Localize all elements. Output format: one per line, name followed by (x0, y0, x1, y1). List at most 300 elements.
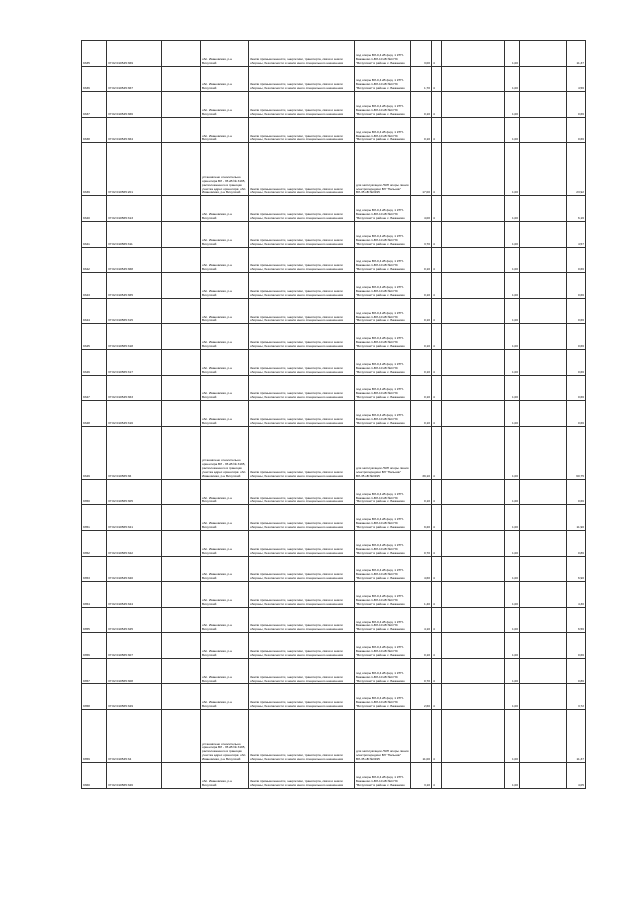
area-value: 3,70 (411, 221, 432, 247)
row-number: 9354 (82, 582, 107, 608)
coefficient-value: 1,00 (505, 41, 520, 67)
unit-code: 4 (432, 684, 442, 710)
empty-cell (162, 633, 201, 659)
permitted-use: под опоры ВЛ-0,4 кВ фид. 1 КТП-Бажаново 1-ВЛ-10 кВ №4 ПС "Вичугская" в районе с. Бажаново (355, 505, 411, 531)
total-value: 4,30 (567, 582, 586, 608)
permitted-use: под опоры ВЛ-0,4 кВ фид. 1 КТП-Бажаново 1-ВЛ-10 кВ №4 ПС "Вичугская" в районе с. Бажаново (355, 684, 411, 710)
area-value: 4,10 (411, 607, 432, 633)
empty-cell (442, 298, 505, 324)
land-category: Земли промышленности, энергетики, транспорта, связи и земли обороны, безопасности и земли иного специального назначения (249, 658, 355, 684)
total-value: 0,66 (567, 375, 586, 401)
row-number: 9343 (82, 273, 107, 299)
empty-cell (162, 530, 201, 556)
location: обл. Ивановская, р-н Вичугский (201, 221, 249, 247)
total-value: 0,66 (567, 324, 586, 350)
table-row (82, 607, 586, 633)
land-category: Земли промышленности, энергетики, транспорта, связи и земли обороны, безопасности и земли иного специального назначения (249, 66, 355, 92)
location: обл. Ивановская, р-н Вичугский (201, 247, 249, 273)
cadastral-number: 37:02:010545:325 (107, 607, 162, 633)
row-number: 9348 (82, 401, 107, 427)
permitted-use: под опоры ВЛ-0,4 кВ фид. 1 КТП-Бажаново 1-ВЛ-10 кВ №4 ПС "Вичугская" в районе с. Бажаново (355, 479, 411, 505)
empty-cell (442, 247, 505, 273)
row-number: 9346 (82, 349, 107, 375)
empty-cell (520, 117, 567, 143)
coefficient-value: 1,00 (505, 684, 520, 710)
land-category: Земли промышленности, энергетики, транспорта, связи и земли обороны, безопасности и земли иного специального назначения (249, 479, 355, 505)
table-row (82, 92, 586, 118)
unit-code: 4 (432, 658, 442, 684)
table-row (82, 479, 586, 505)
land-category: Земли промышленности, энергетики, транспорта, связи и земли обороны, безопасности и земли иного специального назначения (249, 582, 355, 608)
land-plot-table (81, 40, 586, 789)
row-number: 9345 (82, 324, 107, 350)
table-row (82, 247, 586, 273)
empty-cell (442, 633, 505, 659)
coefficient-value: 1,00 (505, 273, 520, 299)
empty-cell (162, 505, 201, 531)
total-value: 4,56 (567, 66, 586, 92)
empty-cell (162, 41, 201, 67)
empty-cell (442, 763, 505, 789)
table-row (82, 505, 586, 531)
area-value: 0,10 (411, 298, 432, 324)
permitted-use: под опоры ВЛ-0,4 кВ фид. 1 КТП-Бажаново 1-ВЛ-10 кВ №4 ПС "Вичугская" в районе с. Бажаново (355, 298, 411, 324)
total-value: 0,66 (567, 479, 586, 505)
cadastral-number: 37:02:010565:36 (107, 426, 162, 479)
total-value: 3,72 (567, 684, 586, 710)
empty-cell (520, 247, 567, 273)
empty-cell (520, 298, 567, 324)
empty-cell (520, 582, 567, 608)
table-row (82, 401, 586, 427)
coefficient-value: 1,00 (505, 117, 520, 143)
empty-cell (442, 658, 505, 684)
empty-cell (520, 196, 567, 222)
table-row (82, 582, 586, 608)
cadastral-number: 37:02:010545:366 (107, 92, 162, 118)
cadastral-number: 37:02:010545:34 (107, 710, 162, 763)
area-value: 39,10 (411, 426, 432, 479)
row-number: 9339 (82, 143, 107, 196)
permitted-use: под опоры ВЛ-0,4 кВ фид. 1 КТП-Бажаново 1-ВЛ-10 кВ №4 ПС "Вичугская" в районе с. Бажаново (355, 117, 411, 143)
empty-cell (520, 66, 567, 92)
row-number: 9340 (82, 196, 107, 222)
coefficient-value: 1,00 (505, 247, 520, 273)
area-value: 2,60 (411, 684, 432, 710)
empty-cell (520, 375, 567, 401)
empty-cell (442, 505, 505, 531)
location: обл. Ивановская, р-н Вичугский (201, 658, 249, 684)
empty-cell (162, 607, 201, 633)
empty-cell (162, 273, 201, 299)
unit-code: 4 (432, 479, 442, 505)
total-value: 6,16 (567, 196, 586, 222)
area-value: 0,10 (411, 401, 432, 427)
unit-code: 4 (432, 143, 442, 196)
permitted-use: под опоры ВЛ-0,4 кВ фид. 1 КТП-Бажаново 1-ВЛ-10 кВ №4 ПС "Вичугская" в районе с. Бажаново (355, 530, 411, 556)
location: обл. Ивановская, р-н Вичугский (201, 763, 249, 789)
coefficient-value: 1,00 (505, 710, 520, 763)
area-value: 3,00 (411, 41, 432, 67)
row-number: 9351 (82, 505, 107, 531)
permitted-use: под опоры ВЛ-0,4 кВ фид. 1 КТП-Бажаново 1-ВЛ-10 кВ №4 ПС "Вичугская" в районе с. Бажаново (355, 41, 411, 67)
table-row (82, 658, 586, 684)
cadastral-number: 37:02:010565:326 (107, 763, 162, 789)
land-category: Земли промышленности, энергетики, транспорта, связи и земли обороны, безопасности и земли иного специального назначения (249, 401, 355, 427)
empty-cell (162, 247, 201, 273)
total-value: 11,90 (567, 505, 586, 531)
row-number: 9336 (82, 66, 107, 92)
total-value: 0,66 (567, 633, 586, 659)
table-row (82, 349, 586, 375)
unit-code: 4 (432, 710, 442, 763)
empty-cell (520, 143, 567, 196)
area-value: 0,10 (411, 92, 432, 118)
location: установлено относительно ориентира ВЛ - 35 кВ № 3195, расположенного в границах участка адрес ориентира: обл. Ивановская, р-н Вичугский (201, 710, 249, 763)
land-category: Земли промышленности, энергетики, транспорта, связи и земли обороны, безопасности и земли иного специального назначения (249, 298, 355, 324)
empty-cell (520, 684, 567, 710)
empty-cell (520, 658, 567, 684)
total-value: 0,86 (567, 530, 586, 556)
cadastral-number: 37:02:010545:364 (107, 117, 162, 143)
land-category: Земли промышленности, энергетики, транспорта, связи и земли обороны, безопасности и земли иного специального назначения (249, 426, 355, 479)
empty-cell (442, 426, 505, 479)
empty-cell (520, 505, 567, 531)
location: обл. Ивановская, р-н Вичугский (201, 633, 249, 659)
coefficient-value: 1,00 (505, 607, 520, 633)
unit-code: 4 (432, 556, 442, 582)
location: обл. Ивановская, р-н Вичугский (201, 530, 249, 556)
unit-code: 4 (432, 582, 442, 608)
empty-cell (520, 92, 567, 118)
unit-code: 4 (432, 196, 442, 222)
permitted-use: под опоры ВЛ-0,4 кВ фид. 1 КТП-Бажаново 1-ВЛ-10 кВ №4 ПС "Вичугская" в районе с. Бажаново (355, 658, 411, 684)
total-value: 11,37 (567, 41, 586, 67)
area-value: 9,20 (411, 505, 432, 531)
empty-cell (520, 530, 567, 556)
area-value: 0,10 (411, 247, 432, 273)
coefficient-value: 1,00 (505, 66, 520, 92)
permitted-use: для эксплуатации ЛЭП опоры линии электропередачи ВЛ "Пальник" ВЛ-35 кВ №3195 (355, 710, 411, 763)
land-category: Земли промышленности, энергетики, транспорта, связи и земли обороны, безопасности и земли иного специального назначения (249, 247, 355, 273)
cadastral-number: 37:02:010565:308 (107, 658, 162, 684)
row-number: 9342 (82, 247, 107, 273)
empty-cell (442, 66, 505, 92)
empty-cell (442, 582, 505, 608)
empty-cell (442, 92, 505, 118)
total-value: 4,57 (567, 221, 586, 247)
row-number: 9341 (82, 221, 107, 247)
table-row (82, 556, 586, 582)
permitted-use: под опоры ВЛ-0,4 кВ фид. 1 КТП-Бажаново 1-ВЛ-10 кВ №4 ПС "Вичугская" в районе с. Бажаново (355, 66, 411, 92)
location: установлено относительно ориентира ВЛ - 35 кВ № 3195, расположенного в границах участка адрес ориентира: обл. Ивановская, р-н Вичугский (201, 143, 249, 196)
coefficient-value: 1,00 (505, 324, 520, 350)
table-row (82, 684, 586, 710)
location: обл. Ивановская, р-н Вичугский (201, 298, 249, 324)
cadastral-number: 37:02:010565:329 (107, 684, 162, 710)
coefficient-value: 1,00 (505, 763, 520, 789)
unit-code: 4 (432, 247, 442, 273)
location: обл. Ивановская, р-н Вичугский (201, 92, 249, 118)
empty-cell (442, 41, 505, 67)
total-value: 11,37 (567, 710, 586, 763)
empty-cell (162, 349, 201, 375)
empty-cell (442, 273, 505, 299)
unit-code: 4 (432, 401, 442, 427)
empty-cell (162, 66, 201, 92)
total-value: 4,05 (567, 763, 586, 789)
land-category: Земли промышленности, энергетики, транспорта, связи и земли обороны, безопасности и земли иного специального назначения (249, 530, 355, 556)
empty-cell (162, 426, 201, 479)
location: обл. Ивановская, р-н Вичугский (201, 41, 249, 67)
coefficient-value: 1,00 (505, 221, 520, 247)
land-category: Земли промышленности, энергетики, транспорта, связи и земли обороны, безопасности и земли иного специального назначения (249, 196, 355, 222)
coefficient-value: 1,00 (505, 143, 520, 196)
empty-cell (162, 582, 201, 608)
unit-code: 4 (432, 41, 442, 67)
total-value: 0,66 (567, 117, 586, 143)
empty-cell (442, 349, 505, 375)
cadastral-number: 37:02:010545:365 (107, 273, 162, 299)
empty-cell (442, 117, 505, 143)
location: установлено относительно ориентира ВЛ - 35 кВ № 3195, расположенного в границах участка адрес ориентира: обл. Ивановская, р-н Вичугский (201, 426, 249, 479)
land-category: Земли промышленности, энергетики, транспорта, связи и земли обороны, безопасности и земли иного специального назначения (249, 221, 355, 247)
empty-cell (442, 401, 505, 427)
unit-code: 4 (432, 66, 442, 92)
empty-cell (520, 633, 567, 659)
location: обл. Ивановская, р-н Вичугский (201, 375, 249, 401)
cadastral-number: 37:02:010545:363 (107, 375, 162, 401)
land-plot-table-body (82, 41, 586, 789)
row-number: 9356 (82, 633, 107, 659)
empty-cell (162, 375, 201, 401)
coefficient-value: 1,00 (505, 375, 520, 401)
table-row (82, 426, 586, 479)
total-value: 0,66 (567, 247, 586, 273)
permitted-use: под опоры ВЛ-0,4 кВ фид. 1 КТП-Бажаново 1-ВЛ-10 кВ №4 ПС "Вичугская" в районе с. Бажаново (355, 247, 411, 273)
table-row (82, 143, 586, 196)
empty-cell (442, 221, 505, 247)
empty-cell (520, 479, 567, 505)
land-category: Земли промышленности, энергетики, транспорта, связи и земли обороны, безопасности и земли иного специального назначения (249, 375, 355, 401)
empty-cell (520, 763, 567, 789)
land-category: Земли промышленности, энергетики, транспорта, связи и земли обороны, безопасности и земли иного специального назначения (249, 324, 355, 350)
cadastral-number: 37:02:010565:322 (107, 530, 162, 556)
area-value: 17,00 (411, 143, 432, 196)
cadastral-number: 37:02:010565:321 (107, 505, 162, 531)
area-value: 3,10 (411, 763, 432, 789)
empty-cell (442, 607, 505, 633)
coefficient-value: 1,00 (505, 530, 520, 556)
permitted-use: под опоры ВЛ-0,4 кВ фид. 1 КТП-Бажаново 1-ВЛ-10 кВ №4 ПС "Вичугская" в районе с. Бажаново (355, 763, 411, 789)
empty-cell (442, 530, 505, 556)
area-value: 0,10 (411, 117, 432, 143)
location: обл. Ивановская, р-н Вичугский (201, 349, 249, 375)
location: обл. Ивановская, р-н Вичугский (201, 479, 249, 505)
cadastral-number: 37:02:010545:367 (107, 66, 162, 92)
unit-code: 4 (432, 426, 442, 479)
coefficient-value: 1,00 (505, 658, 520, 684)
coefficient-value: 1,00 (505, 92, 520, 118)
empty-cell (520, 273, 567, 299)
permitted-use: для эксплуатации ЛЭП опоры линии электропередачи ВЛ "Пальник" ВЛ-35 кВ №3195 (355, 426, 411, 479)
empty-cell (442, 556, 505, 582)
permitted-use: под опоры ВЛ-0,4 кВ фид. 1 КТП-Бажаново 1-ВЛ-10 кВ №4 ПС "Вичугская" в районе с. Бажаново (355, 582, 411, 608)
table-row (82, 710, 586, 763)
empty-cell (520, 607, 567, 633)
empty-cell (442, 375, 505, 401)
permitted-use: под опоры ВЛ-0,4 кВ фид. 1 КТП-Бажаново 1-ВЛ-10 кВ №4 ПС "Вичугская" в районе с. Бажаново (355, 375, 411, 401)
table-row (82, 66, 586, 92)
row-number: 9350 (82, 479, 107, 505)
empty-cell (162, 298, 201, 324)
area-value: 0,10 (411, 479, 432, 505)
land-category: Земли промышленности, энергетики, транспорта, связи и земли обороны, безопасности и земли иного специального назначения (249, 117, 355, 143)
empty-cell (162, 658, 201, 684)
empty-cell (520, 556, 567, 582)
land-category: Земли промышленности, энергетики, транспорта, связи и земли обороны, безопасности и земли иного специального назначения (249, 505, 355, 531)
cadastral-number: 37:02:010545:368 (107, 247, 162, 273)
empty-cell (520, 221, 567, 247)
permitted-use: под опоры ВЛ-0,4 кВ фид. 1 КТП-Бажаново 1-ВЛ-10 кВ №4 ПС "Вичугская" в районе с. Бажаново (355, 221, 411, 247)
unit-code: 4 (432, 324, 442, 350)
location: обл. Ивановская, р-н Вичугский (201, 273, 249, 299)
land-category: Земли промышленности, энергетики, транспорта, связи и земли обороны, безопасности и земли иного специального назначения (249, 92, 355, 118)
total-value: 6,90 (567, 556, 586, 582)
coefficient-value: 1,00 (505, 505, 520, 531)
cadastral-number: 37:02:010565:317 (107, 349, 162, 375)
coefficient-value: 1,00 (505, 556, 520, 582)
land-category: Земли промышленности, энергетики, транспорта, связи и земли обороны, безопасности и земли иного специального назначения (249, 710, 355, 763)
area-value: 0,70 (411, 658, 432, 684)
cadastral-number: 37:02:010545:316 (107, 401, 162, 427)
coefficient-value: 1,00 (505, 479, 520, 505)
unit-code: 4 (432, 92, 442, 118)
row-number: 9355 (82, 607, 107, 633)
cadastral-number: 37:02:010545:324 (107, 582, 162, 608)
empty-cell (520, 349, 567, 375)
row-number: 9338 (82, 117, 107, 143)
permitted-use: под опоры ВЛ-0,4 кВ фид. 1 КТП-Бажаново 1-ВЛ-10 кВ №4 ПС "Вичугская" в районе с. Бажаново (355, 556, 411, 582)
row-number: 9347 (82, 375, 107, 401)
location: обл. Ивановская, р-н Вичугский (201, 505, 249, 531)
land-category: Земли промышленности, энергетики, транспорта, связи и земли обороны, безопасности и земли иного специального назначения (249, 143, 355, 196)
land-category: Земли промышленности, энергетики, транспорта, связи и земли обороны, безопасности и земли иного специального назначения (249, 684, 355, 710)
permitted-use: под опоры ВЛ-0,4 кВ фид. 1 КТП-Бажаново 1-ВЛ-10 кВ №4 ПС "Вичугская" в районе с. Бажаново (355, 607, 411, 633)
row-number: 9335 (82, 41, 107, 67)
area-value: 4,00 (411, 196, 432, 222)
table-row (82, 375, 586, 401)
total-value: 0,86 (567, 658, 586, 684)
unit-code: 4 (432, 763, 442, 789)
total-value: 0,66 (567, 298, 586, 324)
coefficient-value: 1,00 (505, 582, 520, 608)
row-number: 9352 (82, 530, 107, 556)
row-number: 9349 (82, 426, 107, 479)
unit-code: 4 (432, 505, 442, 531)
coefficient-value: 1,00 (505, 196, 520, 222)
row-number: 9359 (82, 710, 107, 763)
empty-cell (442, 143, 505, 196)
empty-cell (442, 479, 505, 505)
total-value: 0,66 (567, 273, 586, 299)
area-value: 1,70 (411, 66, 432, 92)
location: обл. Ивановская, р-н Вичугский (201, 66, 249, 92)
land-category: Земли промышленности, энергетики, транспорта, связи и земли обороны, безопасности и земли иного специального назначения (249, 763, 355, 789)
total-value: 0,66 (567, 401, 586, 427)
permitted-use: под опоры ВЛ-0,4 кВ фид. 1 КТП-Бажаново 1-ВЛ-10 кВ №4 ПС "Вичугская" в районе с. Бажаново (355, 273, 411, 299)
coefficient-value: 1,00 (505, 426, 520, 479)
location: обл. Ивановская, р-н Вичугский (201, 196, 249, 222)
empty-cell (162, 710, 201, 763)
empty-cell (442, 324, 505, 350)
row-number: 9344 (82, 298, 107, 324)
row-number: 9360 (82, 763, 107, 789)
table-row (82, 41, 586, 67)
total-value: 0,66 (567, 349, 586, 375)
table-row (82, 298, 586, 324)
table-row (82, 117, 586, 143)
empty-cell (520, 401, 567, 427)
row-number: 9337 (82, 92, 107, 118)
area-value: 0,10 (411, 633, 432, 659)
unit-code: 4 (432, 530, 442, 556)
cadastral-number: 37:02:010565:315 (107, 298, 162, 324)
area-value: 1,40 (411, 582, 432, 608)
empty-cell (520, 41, 567, 67)
table-row (82, 763, 586, 789)
total-value: 6,56 (567, 607, 586, 633)
row-number: 9353 (82, 556, 107, 582)
land-category: Земли промышленности, энергетики, транспорта, связи и земли обороны, безопасности и земли иного специального назначения (249, 273, 355, 299)
cadastral-number: 37:02:010565:201 (107, 143, 162, 196)
land-category: Земли промышленности, энергетики, транспорта, связи и земли обороны, безопасности и земли иного специального назначения (249, 41, 355, 67)
table-row (82, 633, 586, 659)
table-row (82, 324, 586, 350)
empty-cell (520, 426, 567, 479)
permitted-use: для эксплуатации ЛЭП опоры линии электропередачи ВЛ "Пальник" ВЛ-35 кВ №3195 (355, 143, 411, 196)
cadastral-number: 37:02:010565:307 (107, 633, 162, 659)
location: обл. Ивановская, р-н Вичугский (201, 324, 249, 350)
area-value: 11,00 (411, 710, 432, 763)
empty-cell (162, 684, 201, 710)
total-value: 0,66 (567, 92, 586, 118)
table-row (82, 221, 586, 247)
area-value: 0,10 (411, 375, 432, 401)
empty-cell (442, 196, 505, 222)
empty-cell (520, 710, 567, 763)
area-value: 0,10 (411, 324, 432, 350)
empty-cell (162, 556, 201, 582)
empty-cell (162, 143, 201, 196)
location: обл. Ивановская, р-н Вичугский (201, 556, 249, 582)
land-category: Земли промышленности, энергетики, транспорта, связи и земли обороны, безопасности и земли иного специального назначения (249, 633, 355, 659)
empty-cell (162, 401, 201, 427)
empty-cell (162, 221, 201, 247)
unit-code: 4 (432, 633, 442, 659)
permitted-use: под опоры ВЛ-0,4 кВ фид. 1 КТП-Бажаново 1-ВЛ-10 кВ №4 ПС "Вичугская" в районе с. Бажаново (355, 196, 411, 222)
permitted-use: под опоры ВЛ-0,4 кВ фид. 1 КТП-Бажаново 1-ВЛ-10 кВ №4 ПС "Вичугская" в районе с. Бажаново (355, 401, 411, 427)
empty-cell (162, 479, 201, 505)
location: обл. Ивановская, р-н Вичугский (201, 117, 249, 143)
cadastral-number: 37:02:010565:313 (107, 196, 162, 222)
empty-cell (442, 710, 505, 763)
row-number: 9358 (82, 684, 107, 710)
table-row (82, 273, 586, 299)
land-category: Земли промышленности, энергетики, транспорта, связи и земли обороны, безопасности и земли иного специального назначения (249, 556, 355, 582)
empty-cell (162, 92, 201, 118)
cadastral-number: 37:02:010545:320 (107, 556, 162, 582)
